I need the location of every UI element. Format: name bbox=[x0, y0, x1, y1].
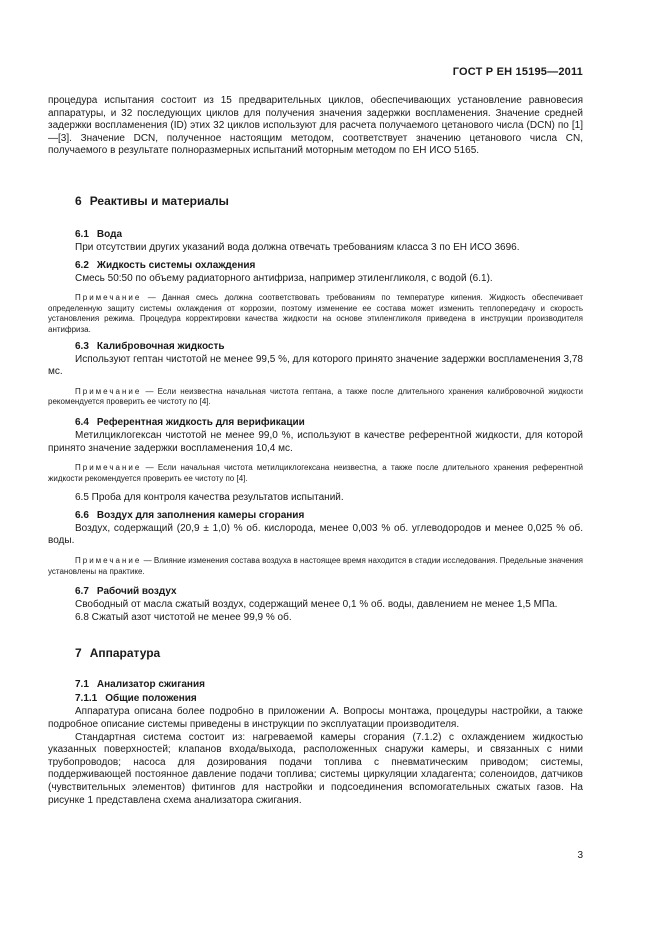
section-7-1-1-heading: 7.1.1 Общие положения bbox=[75, 693, 197, 705]
section-6-1-text: При отсутствии других указаний вода должна отвечать требованиям класса 3 по ЕН ИСО 3696. bbox=[75, 241, 520, 253]
section-6-6-text: Воздух, содержащий (20,9 ± 1,0) % об. кислорода, менее 0,003 % об. углеводородов и менее 0,025 % об. воды. bbox=[48, 522, 583, 547]
page-content bbox=[48, 95, 583, 807]
section-6-6-heading: 6.6 Воздух для заполнения камеры сгорания bbox=[75, 509, 305, 521]
section-6-3-note: Примечание — Если неизвестна начальная чистота гептана, а также после длительного хранения калибровочной жидкости рекомендуется проверить ее чистоту по [4]. bbox=[48, 386, 583, 407]
document-id-header: ГОСТ Р ЕН 15195—2011 bbox=[452, 66, 583, 78]
section-6-2-note: Примечание — Данная смесь должна соответствовать требованиям по температуре кипения. Жидкость обеспечивает определенную защиту системы охлаждения от коррозии, поэтому изменение ее состава может изменить теплопередачу и скорость установления режима. Процедура корректировки качества жидкости на основе этиленгликоля приведена в инструкции производителя антифриза. bbox=[48, 293, 583, 334]
section-6-1-heading: 6.1 Вода bbox=[75, 228, 123, 240]
section-6-6-note: Примечание — Влияние изменения состава воздуха в настоящее время находится в стадии исследования. Предельные значения установлены на практике. bbox=[48, 556, 583, 576]
section-6-4-text: Метилциклогексан чистотой не менее 99,0 %, используют в качестве референтной жидкости, для которой принято значение задержки воспламенения 10,4 мс. bbox=[48, 429, 583, 454]
section-6-4-note: Примечание — Если начальная чистота метилциклогексана неизвестна, а также после длительного хранения референтной жидкости рекомендуется проверить ее чистоту по [4]. bbox=[48, 463, 583, 483]
section-6-3-text: Используют гептан чистотой не менее 99,5 %, для которого принято значение задержки воспламенения 3,78 мс. bbox=[48, 353, 583, 378]
section-6-8-text: 6.8 Сжатый азот чистотой не менее 99,9 % об. bbox=[75, 611, 292, 623]
section-7-1-1-paragraph-1: Аппаратура описана более подробно в приложении А. Вопросы монтажа, процедуры настройки, а также подробное описание системы приведены в инструкции по эксплуатации производителя. bbox=[48, 706, 583, 731]
page-number: 3 bbox=[577, 850, 583, 861]
section-6-4-heading: 6.4 Референтная жидкость для верификации bbox=[75, 416, 305, 428]
section-6-7-heading: 6.7 Рабочий воздух bbox=[75, 586, 177, 598]
section-6-2-text: Смесь 50:50 по объему радиаторного антифриза, например этиленгликоля, с водой (6.1). bbox=[75, 272, 493, 284]
section-6-heading: 6 Реактивы и материалы bbox=[75, 193, 229, 208]
section-7-1-heading: 7.1 Анализатор сжигания bbox=[75, 679, 205, 691]
section-6-2-heading: 6.2 Жидкость системы охлаждения bbox=[75, 259, 256, 271]
section-7-1-1-paragraph-2: Стандартная система состоит из: нагреваемой камеры сгорания (7.1.2) с охлаждением жидкостью указанных поверхностей; клапанов входа/выхода, расположенных снаружи камеры, и связанных с ними трубопроводов; насоса для дозирования подачи топлива с пневматическим приводом; системы, поддерживающей постоянное давление подачи топлива; системы циркуляции хладагента; соленоидов, датчиков (чувствительных элементов) фитингов для настройки и подсоединения вспомогательных сжатых газов. На рисунке 1 представлена схема анализатора сжигания. bbox=[48, 731, 583, 806]
section-6-7-text: Свободный от масла сжатый воздух, содержащий менее 0,1 % об. воды, давлением не менее 1,5 МПа. bbox=[75, 599, 558, 611]
section-7-heading: 7 Аппаратура bbox=[75, 646, 161, 661]
section-6-3-heading: 6.3 Калибровочная жидкость bbox=[75, 340, 225, 352]
section-6-5-text: 6.5 Проба для контроля качества результатов испытаний. bbox=[75, 492, 344, 504]
intro-paragraph: процедура испытания состоит из 15 предварительных циклов, обеспечивающих установление равновесия аппаратуры, и 32 последующих циклов для получения значения задержки воспламенения. Значение средней задержки воспламенения (ID) этих 32 циклов используют для расчета получаемого цетанового числа (DCN) по [1]—[3]. Значение DCN, полученное настоящим методом, соответствует значению цетанового числа CN, получаемого в результате полноразмерных испытаний моторным методом по ЕН ИСО 5165. bbox=[48, 95, 583, 157]
